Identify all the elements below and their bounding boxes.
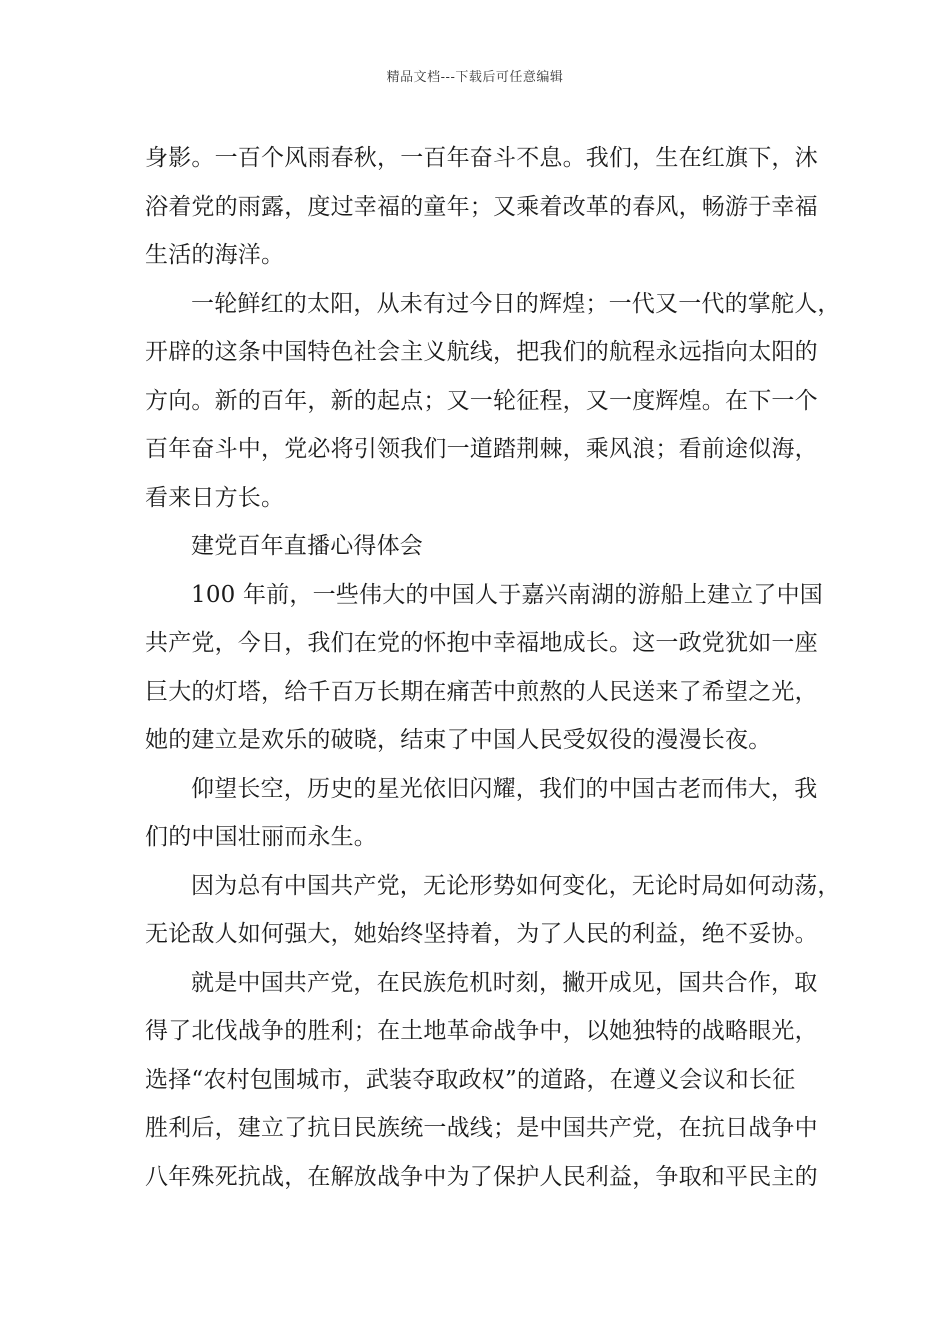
paragraph-first-line: 一轮鲜红的太阳，从未有过今日的辉煌；一代又一代的掌舵人， bbox=[191, 290, 841, 317]
text-line: 胜利后，建立了抗日民族统一战线；是中国共产党，在抗日战争中 bbox=[145, 1115, 818, 1141]
text-line: 看来日方长。 bbox=[145, 484, 285, 511]
paragraph-first-line: 仰望长空，历史的星光依旧闪耀，我们的中国古老而伟大，我 bbox=[191, 775, 818, 802]
text-line: 选择“农村包围城市，武装夺取政权”的道路，在遵义会议和长征 bbox=[145, 1066, 796, 1093]
text-line: 浴着党的雨露，度过幸福的童年；又乘着改革的春风，畅游于幸福 bbox=[145, 193, 818, 220]
text-line: 共产党，今日，我们在党的怀抱中幸福地成长。这一政党犹如一座 bbox=[145, 630, 818, 656]
text-line: 巨大的灯塔，给千百万长期在痛苦中煎熬的人民送来了希望之光， bbox=[145, 678, 818, 705]
text-line: 她的建立是欢乐的破晓，结束了中国人民受奴役的漫漫长夜。 bbox=[145, 727, 772, 753]
section-heading: 建党百年直播心得体会 bbox=[191, 533, 423, 559]
body-text bbox=[145, 134, 841, 1201]
text-line: 生活的海洋。 bbox=[145, 242, 285, 268]
paragraph-first-line: 因为总有中国共产党，无论形势如何变化，无论时局如何动荡， bbox=[191, 872, 841, 899]
page-header: 精品文档---下载后可任意编辑 bbox=[386, 70, 564, 85]
text-line: 得了北伐战争的胜利；在土地革命战争中，以她独特的战略眼光， bbox=[145, 1018, 818, 1044]
text-line: 身影。一百个风雨春秋，一百年奋斗不息。我们，生在红旗下，沐 bbox=[145, 145, 818, 171]
paragraph-first-line: 100 年前，一些伟大的中国人于嘉兴南湖的游船上建立了中国 bbox=[191, 581, 824, 608]
paragraph-first-line: 就是中国共产党，在民族危机时刻，撇开成见，国共合作，取 bbox=[191, 969, 818, 996]
text-line: 无论敌人如何强大，她始终坚持着，为了人民的利益，绝不妥协。 bbox=[145, 921, 818, 947]
text-line: 们的中国壮丽而永生。 bbox=[145, 824, 377, 850]
text-line: 百年奋斗中，党必将引领我们一道踏荆棘，乘风浪；看前途似海， bbox=[145, 436, 818, 462]
text-line: 八年殊死抗战，在解放战争中为了保护人民利益，争取和平民主的 bbox=[145, 1163, 818, 1190]
text-line: 方向。新的百年，新的起点；又一轮征程，又一度辉煌。在下一个 bbox=[145, 387, 818, 414]
text-line: 开辟的这条中国特色社会主义航线，把我们的航程永远指向太阳的 bbox=[145, 339, 818, 365]
